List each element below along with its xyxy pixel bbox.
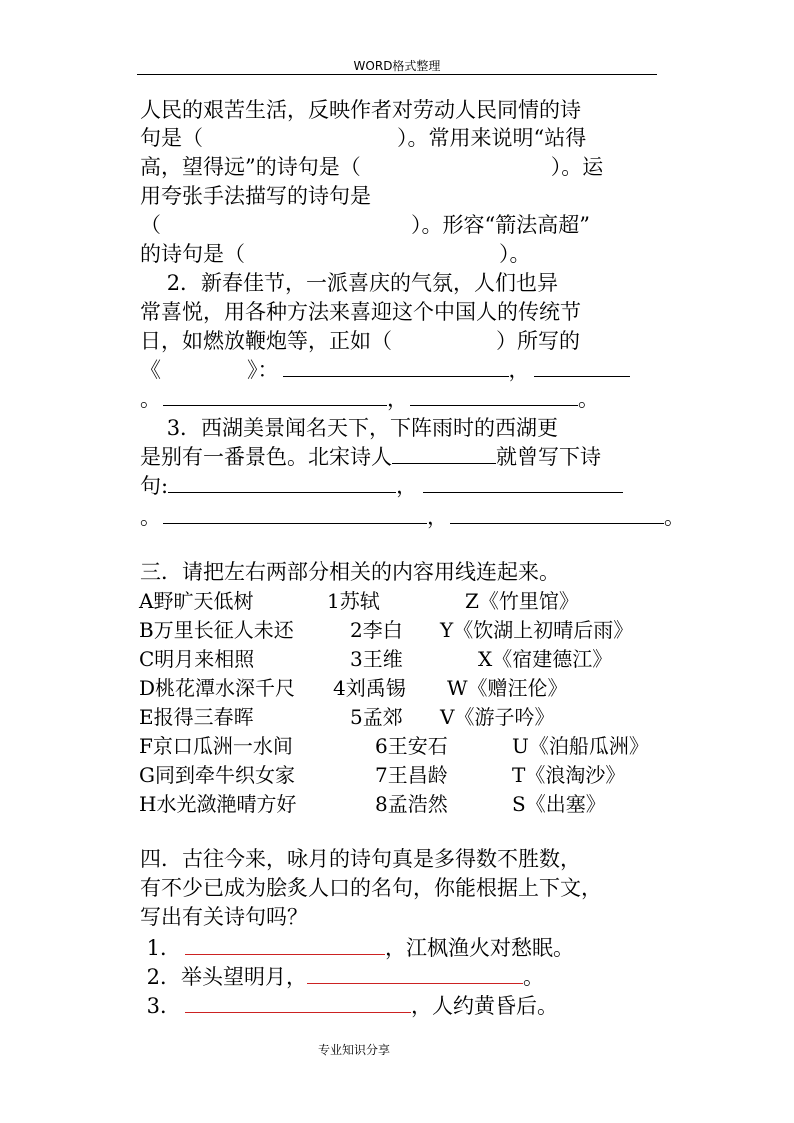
header-rule <box>137 74 657 75</box>
s2-line-4: 用夸张手法描写的诗句是 <box>140 184 371 208</box>
s2-line-3: 高，望得远”的诗句是（ ）。运 <box>140 155 604 179</box>
q3-line-2: 是别有一番景色。北宋诗人 就曾写下诗 <box>140 445 601 469</box>
q3-line-1: 3．西湖美景闻名天下，下阵雨时的西湖更 <box>140 416 559 440</box>
answer-blank[interactable] <box>163 386 387 406</box>
q3-line-3: 句: ， <box>140 473 623 500</box>
answer-blank[interactable] <box>283 357 509 377</box>
match-left-d: D桃花潭水深千尺 <box>139 676 296 700</box>
match-mid-1: 1苏轼 <box>327 589 380 613</box>
match-left-a: A野旷天低树 <box>139 589 254 613</box>
match-left-c: C明月来相照 <box>139 647 255 671</box>
match-right-z: Z《竹里馆》 <box>465 589 579 613</box>
answer-blank[interactable] <box>168 473 396 493</box>
match-mid-7: 7王昌龄 <box>375 763 448 787</box>
s2-line-6: 的诗句是（ ）。 <box>140 242 531 266</box>
q2-line-2: 常喜悦，用各种方法来喜迎这个中国人的传统节 <box>140 300 581 324</box>
answer-blank[interactable] <box>185 993 411 1013</box>
match-left-f: F京口瓜洲一水间 <box>139 734 293 758</box>
answer-blank[interactable] <box>423 473 623 493</box>
match-mid-3: 3王维 <box>350 647 403 671</box>
match-right-s: S《出塞》 <box>512 792 606 816</box>
answer-blank[interactable] <box>163 504 427 524</box>
match-right-x: X《宿建德江》 <box>478 647 613 671</box>
q3-line-4: 。 ， 。 <box>140 505 685 529</box>
page-header: WORD格式整理 <box>353 59 441 73</box>
match-right-y: Y《饮湖上初晴后雨》 <box>440 618 634 642</box>
s2-line-1: 人民的艰苦生活，反映作者对劳动人民同情的诗 <box>140 98 581 122</box>
answer-blank[interactable] <box>185 935 385 955</box>
page-footer: 专业知识分享 <box>318 1043 391 1057</box>
match-left-e: E报得三春晖 <box>139 705 254 729</box>
match-left-b: B万里长征人未还 <box>139 618 294 642</box>
match-mid-4: 4刘禹锡 <box>333 676 406 700</box>
q2-line-1: 2．新春佳节，一派喜庆的气氛，人们也异 <box>140 271 559 295</box>
section3-title: 三．请把左右两部分相关的内容用线连起来。 <box>140 560 560 584</box>
answer-blank[interactable] <box>307 964 523 984</box>
match-left-g: G同到牵牛织女家 <box>139 763 295 787</box>
answer-blank[interactable] <box>450 504 664 524</box>
answer-blank[interactable] <box>410 386 578 406</box>
match-right-v: V《游子吟》 <box>440 705 555 729</box>
answer-blank[interactable] <box>392 444 496 464</box>
match-left-h: H水光潋滟晴方好 <box>139 792 297 816</box>
section4-line-2: 有不少已成为脍炙人口的名句，你能根据上下文， <box>140 876 602 900</box>
s2-line-2: 句是（ ）。常用来说明“站得 <box>140 126 587 150</box>
q2-line-5: 。 ， 。 <box>140 387 599 411</box>
match-mid-6: 6王安石 <box>375 734 448 758</box>
match-mid-5: 5孟郊 <box>350 705 403 729</box>
match-right-w: W《赠汪伦》 <box>447 676 568 700</box>
answer-blank[interactable] <box>534 357 630 377</box>
match-right-t: T《浪淘沙》 <box>512 763 626 787</box>
match-mid-2: 2李白 <box>350 618 403 642</box>
section4-line-1: 四．古往今来，咏月的诗句真是多得数不胜数， <box>140 847 581 871</box>
q2-line-4: 《 》： ， <box>140 357 630 384</box>
section4-q2: 2．举头望明月， 。 <box>140 965 545 989</box>
section4-q1: 1． ，江枫渔火对愁眠。 <box>140 936 575 960</box>
q2-line-3: 日，如燃放鞭炮等，正如（ ）所写的 <box>140 329 580 353</box>
s2-line-5: （ ）。形容“箭法高超” <box>140 213 590 237</box>
section4-q3: 3． ，人约黄昏后。 <box>140 994 559 1018</box>
section4-line-3: 写出有关诗句吗？ <box>140 905 308 929</box>
match-mid-8: 8孟浩然 <box>375 792 448 816</box>
match-right-u: U《泊船瓜洲》 <box>512 734 649 758</box>
